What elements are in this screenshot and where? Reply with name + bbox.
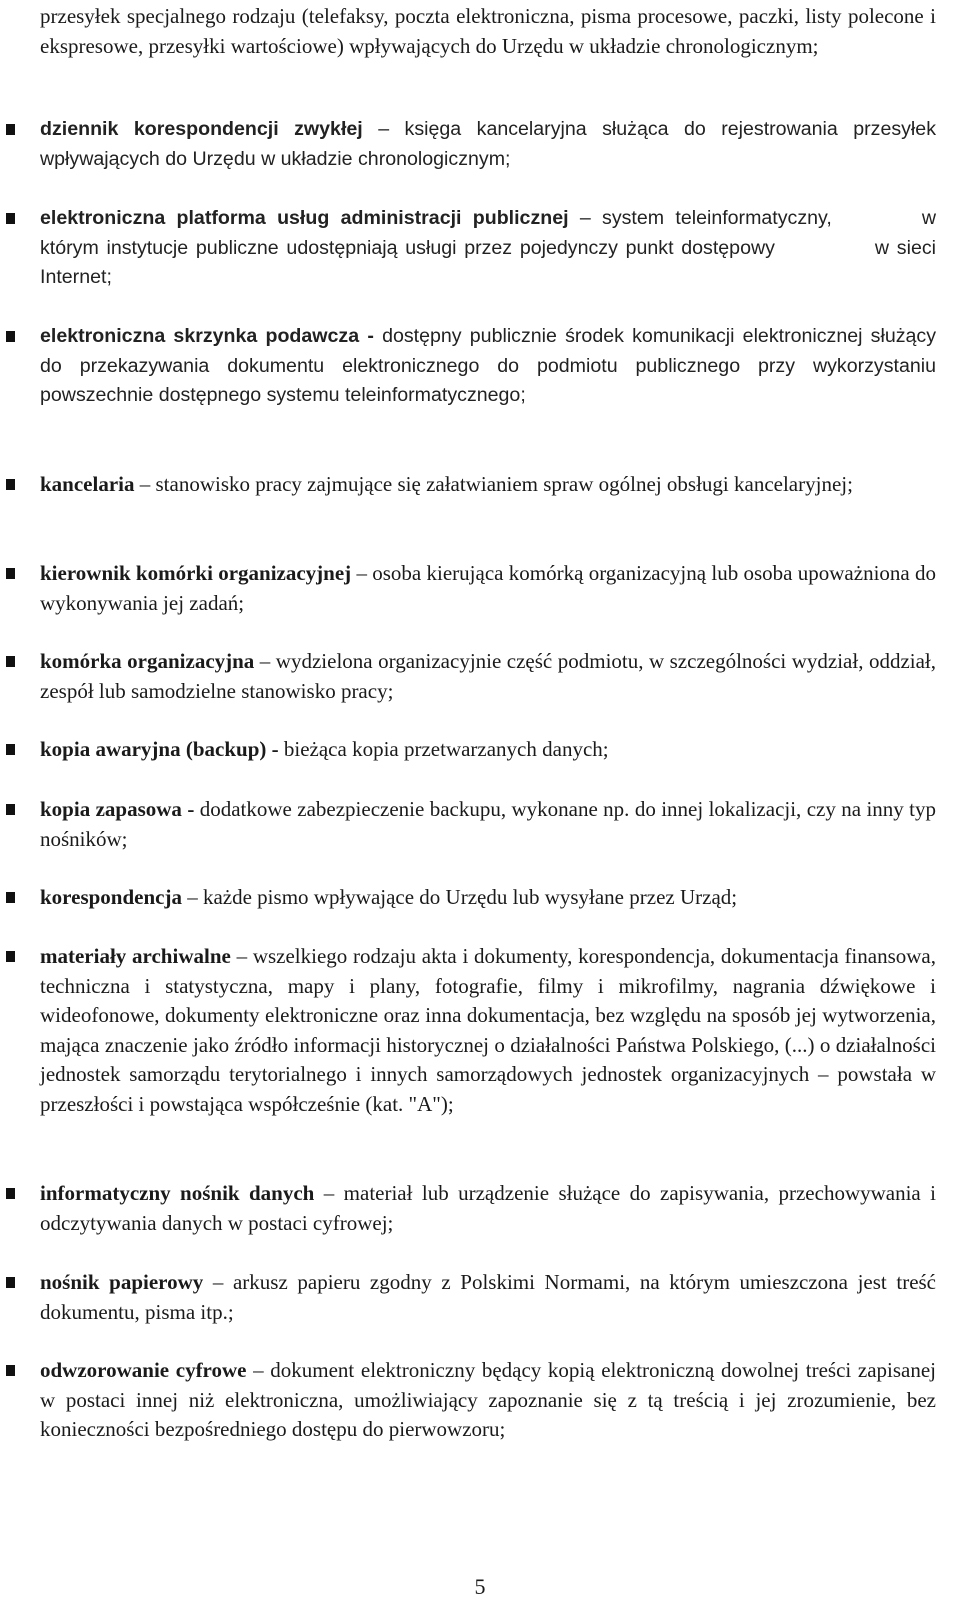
- definition-separator: –: [246, 1358, 271, 1382]
- definition-text: arkusz papieru zgodny z Polskimi Normami, na którym umieszczona jest treść dokumentu, pisma itp.;: [40, 1270, 937, 1324]
- definition-item: [40, 647, 936, 706]
- definition-separator: –: [181, 885, 203, 909]
- definition-term: nośnik papierowy: [40, 1270, 204, 1294]
- definition-text: każde pismo wpływające do Urzędu lub wysyłane przez Urząd;: [202, 885, 738, 909]
- definition-separator: –: [362, 118, 405, 140]
- definition-separator: –: [230, 944, 253, 968]
- definition-term: informatyczny nośnik danych: [40, 1181, 315, 1205]
- square-bullet-icon: [6, 804, 15, 815]
- definition-item: [40, 115, 936, 174]
- definition-term: kancelaria: [40, 472, 135, 496]
- definition-term: dziennik korespondencji zwykłej: [40, 118, 363, 140]
- definition-item: [40, 735, 936, 765]
- definition-text: w sieci Internet;: [40, 236, 936, 288]
- definition-term: kopia zapasowa -: [40, 797, 195, 821]
- definition-text: bieżąca kopia przetwarzanych danych;: [283, 737, 609, 761]
- square-bullet-icon: [6, 568, 15, 579]
- square-bullet-icon: [6, 744, 15, 755]
- definition-text: dodatkowe zabezpieczenie backupu, wykonane np. do innej lokalizacji, czy na inny typ nośników;: [40, 797, 937, 851]
- square-bullet-icon: [6, 124, 15, 135]
- definition-text: dostępny publicznie środek komunikacji elektronicznej służący do przekazywania dokumentu elektronicznego do podmiotu publicznego przy wykorzystaniu powszechnie dostępnego systemu teleinformatycznego;: [40, 325, 937, 406]
- definition-text: stanowisko pracy zajmujące się załatwianiem spraw ogólnej obsługi kancelaryjnej;: [155, 472, 853, 496]
- definition-term: komórka organizacyjna: [40, 649, 255, 673]
- definition-item: [40, 883, 936, 913]
- definition-item: [40, 1179, 936, 1238]
- definition-separator: –: [568, 207, 603, 229]
- definition-separator: –: [203, 1270, 233, 1294]
- definition-text: osoba kierująca komórką organizacyjną lub osoba upoważniona do wykonywania jej zadań;: [40, 561, 937, 615]
- definition-term: kopia awaryjna (backup) -: [40, 737, 279, 761]
- definition-text: wszelkiego rodzaju akta i dokumenty, korespondencja, dokumentacja finansowa, techniczna i statystyczna, mapy i plany, fotografie, filmy i mikrofilmy, nagrania dźwiękowe i wideofonowe, dokumenty elektroniczne oraz inna dokumentacja, bez względu na sposób jej wytworzenia, mająca znaczenie jako źródło informacji historycznej o działalności Państwa Polskiego, (...) o działalności jednostek samorządu terytorialnego i innych samorządowych jednostek organizacyjnych – powstała w przeszłości i powstająca współcześnie (kat. "A");: [40, 944, 936, 1116]
- continuation-paragraph: przesyłek specjalnego rodzaju (telefaksy, poczta elektroniczna, pisma procesowe, paczki, listy polecone i ekspresowe, przesyłki wartościowe) wpływających do Urzędu w układzie chronologicznym;: [40, 4, 936, 58]
- square-bullet-icon: [6, 951, 15, 962]
- square-bullet-icon: [6, 1365, 15, 1376]
- square-bullet-icon: [6, 1277, 15, 1288]
- definition-item: [40, 322, 936, 411]
- definition-text: księga kancelaryjna służąca do rejestrowania przesyłek wpływających do Urzędu w układzie chronologicznym;: [40, 118, 936, 170]
- definition-separator: –: [254, 649, 276, 673]
- definition-item: [40, 559, 936, 618]
- square-bullet-icon: [6, 331, 15, 342]
- definition-item: [40, 795, 936, 854]
- definition-text: materiał lub urządzenie służące do zapisywania, przechowywania i odczytywania danych w postaci cyfrowej;: [40, 1181, 936, 1235]
- definition-text: w którym instytucje publiczne udostępniają usługi przez pojedynczy punkt dostępowy: [40, 207, 936, 259]
- definition-item: [40, 470, 936, 500]
- square-bullet-icon: [6, 1188, 15, 1199]
- definition-item: [40, 942, 936, 1119]
- definition-separator: –: [351, 561, 373, 585]
- square-bullet-icon: [6, 892, 15, 903]
- definition-item: [40, 1268, 936, 1327]
- definition-separator: –: [134, 472, 156, 496]
- definition-term: odwzorowanie cyfrowe: [40, 1358, 247, 1382]
- definition-text: wydzielona organizacyjnie część podmiotu, w szczególności wydział, oddział, zespół lub samodzielne stanowisko pracy;: [40, 649, 937, 703]
- square-bullet-icon: [6, 479, 15, 490]
- definition-term: kierownik komórki organizacyjnej: [40, 561, 352, 585]
- definition-text: dokument elektroniczny będący kopią elektroniczną dowolnej treści zapisanej w postaci innej niż elektroniczna, umożliwiający zapoznanie się z tą treścią i jej zrozumienie, bez konieczności bezpośredniego dostępu do pierwowzoru;: [40, 1358, 936, 1441]
- definition-separator: –: [314, 1181, 344, 1205]
- definition-term: elektroniczna platforma usług administracji publicznej: [40, 207, 569, 229]
- definition-term: elektroniczna skrzynka podawcza -: [40, 325, 374, 347]
- page-number: 5: [474, 1574, 486, 1599]
- definition-item: [40, 204, 936, 293]
- square-bullet-icon: [6, 656, 15, 667]
- definition-term: korespondencja: [40, 885, 182, 909]
- definition-item: [40, 1356, 936, 1445]
- square-bullet-icon: [6, 213, 15, 224]
- definition-term: materiały archiwalne: [40, 944, 231, 968]
- definition-separator: [374, 325, 382, 347]
- definition-text: system teleinformatyczny,: [602, 207, 832, 229]
